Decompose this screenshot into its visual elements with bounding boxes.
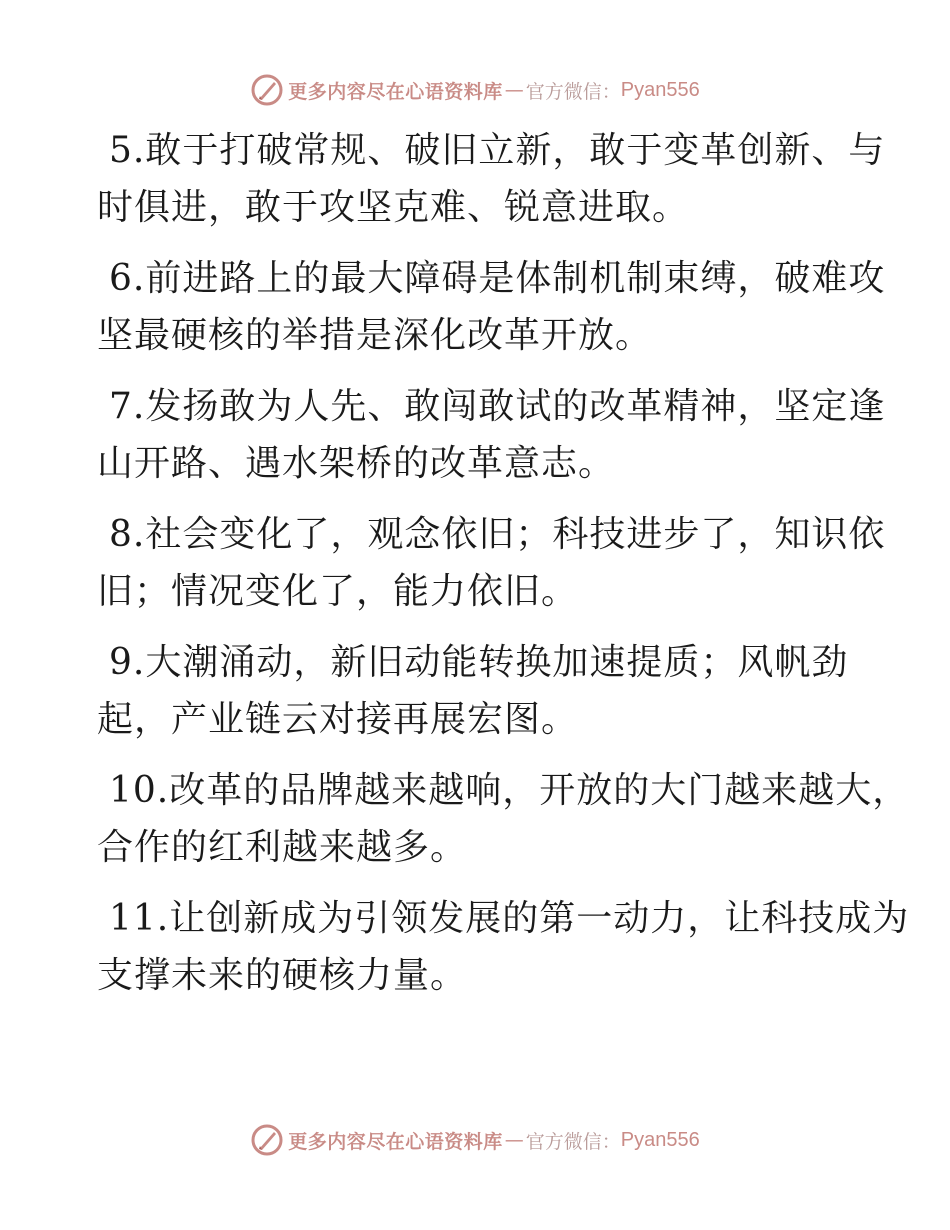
quill-seal-icon [250, 73, 284, 107]
item-line: 旧；情况变化了，能力依旧。 [97, 571, 579, 612]
document-body [97, 122, 910, 1018]
list-item [97, 634, 847, 748]
list-item [97, 506, 886, 620]
list-item [97, 250, 886, 364]
item-line: 起，产业链云对接再展宏图。 [97, 699, 579, 740]
footer-watermark [0, 1120, 950, 1160]
item-line: 8.社会变化了，观念依旧；科技进步了，知识依 [109, 514, 886, 555]
item-line: 6.前进路上的最大障碍是体制机制束缚，破难攻 [109, 258, 886, 299]
watermark-wechat-id: Pyan556 [620, 78, 700, 101]
item-line: 10.改革的品牌越来越响，开放的大门越来越大， [109, 770, 910, 811]
watermark-wechat-label: 官方微信： [525, 80, 621, 103]
quill-seal-icon [250, 1123, 284, 1157]
item-line: 坚最硬核的举措是深化改革开放。 [97, 315, 653, 356]
item-line: 支撑未来的硬核力量。 [97, 955, 468, 996]
watermark-wechat-label: 官方微信： [525, 1130, 621, 1153]
item-line: 山开路、遇水架桥的改革意志。 [97, 443, 616, 484]
list-item [97, 122, 886, 236]
list-item [97, 890, 910, 1004]
list-item [97, 762, 910, 876]
item-line: 合作的红利越来越多。 [97, 827, 468, 868]
watermark-text: 更多内容尽在心语资料库 [288, 1130, 503, 1153]
watermark-text: 更多内容尽在心语资料库 [288, 80, 503, 103]
list-item [97, 378, 886, 492]
watermark-dash: — [504, 1129, 524, 1151]
item-line: 9.大潮涌动，新旧动能转换加速提质；风帆劲 [109, 642, 849, 683]
item-line: 时俱进，敢于攻坚克难、锐意进取。 [97, 187, 690, 228]
watermark-wechat-id: Pyan556 [620, 1128, 700, 1151]
item-line: 5.敢于打破常规、破旧立新，敢于变革创新、与 [109, 130, 886, 171]
header-watermark [0, 70, 950, 110]
watermark-dash: — [504, 79, 524, 101]
item-line: 7.发扬敢为人先、敢闯敢试的改革精神，坚定逢 [109, 386, 886, 427]
item-line: 11.让创新成为引领发展的第一动力，让科技成为 [109, 898, 910, 939]
